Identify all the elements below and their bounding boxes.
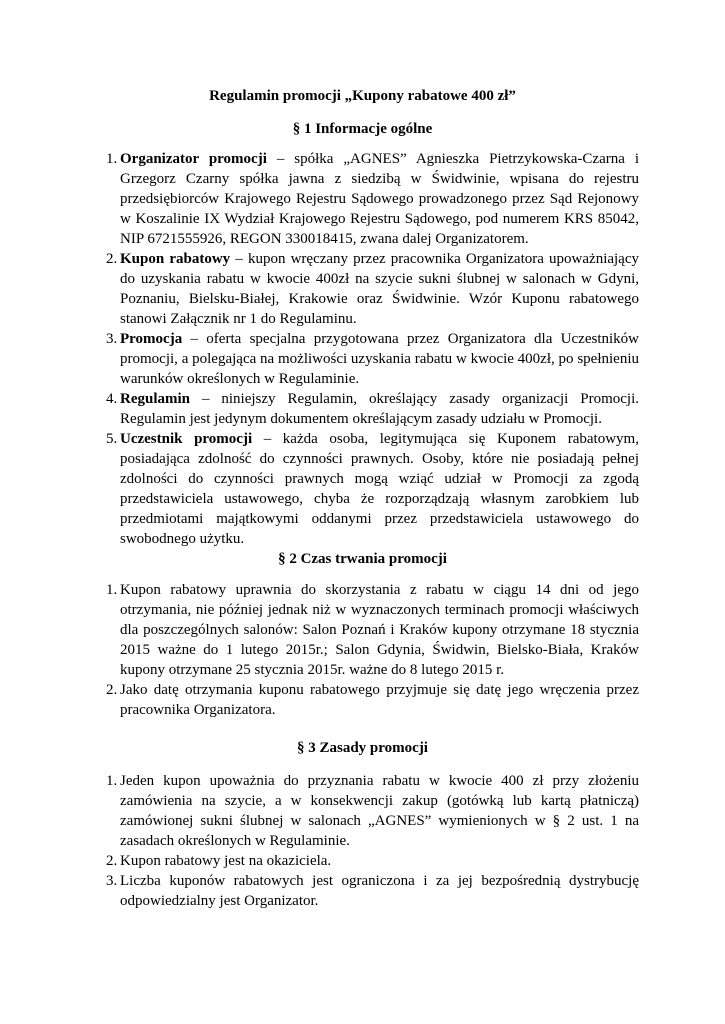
section-2-list [88, 580, 639, 720]
definition-text: – niniejszy Regulamin, określający zasady organizacji Promocji. Regulamin jest jedynym dokumentem określającym zasady udziału w Promocji. [120, 391, 639, 427]
item-number: 2. [106, 853, 118, 869]
section-2-heading: § 2 Czas trwania promocji [278, 551, 447, 567]
item-text: Jeden kupon upoważnia do przyznania rabatu w kwocie 400 zł przy złożeniu zamówienia na szycie, a w konsekwencji zakup (gotówką lub kartą płatniczą) zamówionej sukni ślubnej w salonach „AGNES” wymienionych w § 2 ust. 1 na zasadach określonych w Regulaminie. [120, 773, 639, 849]
list-item [88, 429, 639, 549]
item-number: 1. [106, 151, 118, 167]
list-item [88, 580, 639, 680]
item-text: Liczba kuponów rabatowych jest ograniczona i za jej bezpośrednią dystrybucję odpowiedzialny jest Organizator. [120, 873, 639, 909]
item-number: 5. [106, 431, 118, 447]
section-1-heading: § 1 Informacje ogólne [292, 121, 433, 137]
list-item [88, 329, 639, 389]
section-3-heading: § 3 Zasady promocji [297, 740, 428, 756]
item-number: 3. [106, 331, 118, 347]
definition-term: Kupon rabatowy [120, 251, 231, 267]
definition-term: Promocja [120, 331, 183, 347]
item-number: 2. [106, 251, 118, 267]
list-item [88, 149, 639, 249]
section-3-list [88, 771, 639, 911]
definition-text: – kupon wręczany przez pracownika Organizatora upoważniający do uzyskania rabatu w kwocie 400zł na szycie sukni ślubnej w salonach w Gdyni, Poznaniu, Bielsku-Białej, Krakowie oraz Świdwinie. Wzór Kuponu rabatowego stanowi Załącznik nr 1 do Regulaminu. [120, 251, 639, 327]
list-item [88, 680, 639, 720]
item-number: 4. [106, 391, 118, 407]
item-text: Kupon rabatowy jest na okaziciela. [120, 853, 332, 869]
definition-text: – spółka „AGNES” Agnieszka Pietrzykowska-Czarna i Grzegorz Czarny spółka jawna z siedzibą w Świdwinie, wpisana do rejestru przedsiębiorców Krajowego Rejestru Sądowego prowadzonego przez Sąd Rejonowy w Koszalinie IX Wydział Krajowego Rejestru Sądowego, pod numerem KRS 85042, NIP 6721555926, REGON 330018415, zwana dalej Organizatorem. [120, 151, 639, 247]
list-item [88, 771, 639, 851]
list-item [88, 249, 639, 329]
list-item [88, 389, 639, 429]
document-title: Regulamin promocji „Kupony rabatowe 400 zł” [209, 88, 516, 104]
list-item [88, 871, 639, 911]
item-number: 1. [106, 773, 118, 789]
definition-text: – oferta specjalna przygotowana przez Organizatora dla Uczestników promocji, a polegająca na możliwości uzyskania rabatu w kwocie 400zł, po spełnieniu warunków określonych w Regulaminie. [120, 331, 639, 387]
item-number: 2. [106, 682, 118, 698]
definition-term: Organizator promocji [120, 151, 267, 167]
list-item [88, 851, 639, 871]
definition-term: Uczestnik promocji [120, 431, 253, 447]
definition-term: Regulamin [120, 391, 191, 407]
item-text: Jako datę otrzymania kuponu rabatowego przyjmuje się datę jego wręczenia przez pracownika Organizatora. [120, 682, 639, 718]
definition-text: – każda osoba, legitymująca się Kuponem rabatowym, posiadająca zdolność do czynności prawnych. Osoby, które nie posiadają pełnej zdolności do czynności prawnych mogą wziąć udział w Promocji za zgodą przedstawiciela ustawowego, chyba że rozporządzają własnym zarobkiem lub przedmiotami majątkowymi oddanymi przez przedstawiciela ustawowego do swobodnego użytku. [120, 431, 639, 547]
item-number: 3. [106, 873, 118, 889]
item-text: Kupon rabatowy uprawnia do skorzystania z rabatu w ciągu 14 dni od jego otrzymania, nie później jednak niż w wyznaczonych terminach promocji właściwych dla poszczególnych salonów: Salon Poznań i Kraków kupony otrzymane 18 stycznia 2015 ważne do 1 lutego 2015r.; Salon Gdynia, Świdwin, Bielsko-Biała, Kraków kupony otrzymane 25 stycznia 2015r. ważne do 8 lutego 2015 r. [120, 582, 639, 678]
section-1-list [88, 149, 639, 549]
item-number: 1. [106, 582, 118, 598]
